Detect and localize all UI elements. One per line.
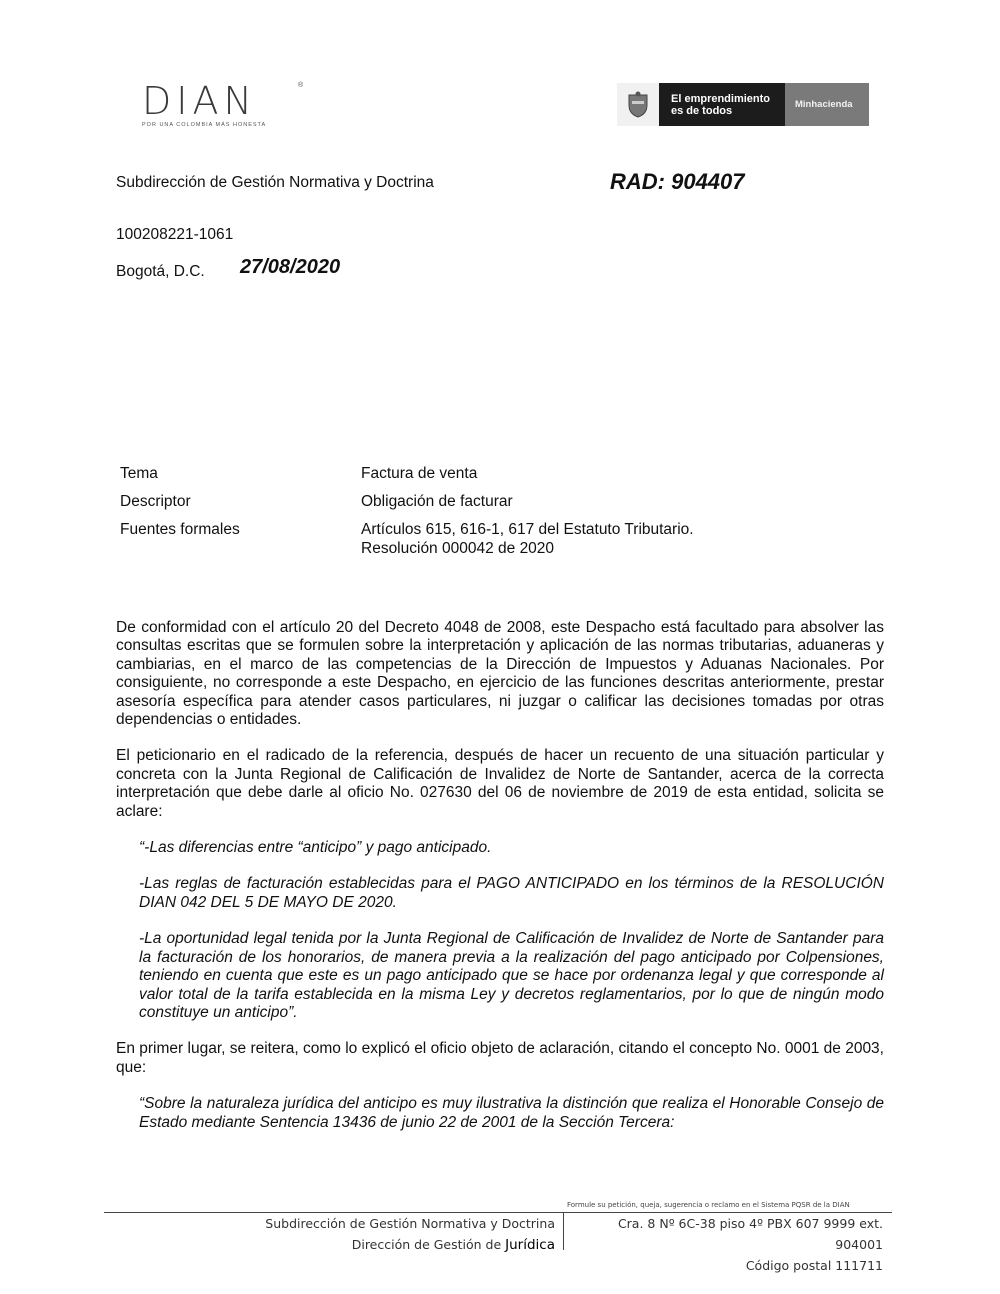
paragraph: En primer lugar, se reitera, como lo explicó el oficio objeto de aclaración, citando el concepto No. 0001 de 2003, que:	[116, 1040, 884, 1076]
footer-note: Formule su petición, queja, sugerencia o reclamo en el Sistema PQSR de la DIAN	[567, 1201, 850, 1209]
meta-key: Fuentes formales	[120, 521, 240, 538]
footer-office-emph: Jurídica	[505, 1237, 555, 1253]
ministry-label: Minhacienda	[785, 83, 869, 126]
quoted-paragraph: -La oportunidad legal tenida por la Junta Regional de Calificación de Invalidez de Norte de Santander para la facturación de los honorarios, de manera previa a la realización del pago anticipado por Colpensiones, teniendo en cuenta que este es un pago anticipado que se hace por ordenanza legal y que corresponde al valor total de la tarifa establecida en la misma Ley y decretos reglamentarios, por lo que de ningún modo constituye un anticipo”.	[139, 930, 884, 1021]
footer-office-line1: Subdirección de Gestión Normativa y Doctrina	[265, 1216, 555, 1231]
meta-key: Descriptor	[120, 493, 191, 510]
gov-slogan-line1: El emprendimiento	[671, 93, 771, 105]
quoted-paragraph: -Las reglas de facturación establecidas para el PAGO ANTICIPADO en los términos de la RESOLUCIÓN DIAN 042 DEL 5 DE MAYO DE 2020.	[139, 875, 884, 911]
meta-value-line1: Artículos 615, 616-1, 617 del Estatuto Tributario.	[361, 521, 694, 538]
gov-slogan	[659, 83, 785, 126]
coat-of-arms-icon	[617, 83, 659, 126]
footer-office	[200, 1213, 555, 1256]
footer-address-line1: Cra. 8 Nº 6C-38 piso 4º PBX 607 9999 ext. 904001	[617, 1216, 883, 1252]
table-row	[120, 464, 880, 492]
dian-logo	[142, 79, 304, 130]
registered-mark: ®	[298, 82, 304, 89]
quoted-paragraph: “Sobre la naturaleza jurídica del anticipo es muy ilustrativa la distinción que realiza el Honorable Consejo de Estado mediante Sentencia 13436 de junio 22 de 2001 de la Sección Tercera:	[139, 1095, 884, 1131]
government-logo	[617, 83, 869, 126]
table-row	[120, 492, 880, 520]
footer-vertical-divider	[563, 1213, 564, 1250]
quoted-paragraph: “-Las diferencias entre “anticipo” y pago anticipado.	[139, 839, 492, 857]
meta-value: Obligación de facturar	[361, 493, 513, 510]
meta-key: Tema	[120, 465, 158, 482]
document-date: 27/08/2020	[240, 256, 341, 278]
paragraph: De conformidad con el artículo 20 del Decreto 4048 de 2008, este Despacho está facultado para absolver las consultas escritas que se formulen sobre la interpretación y aplicación de las normas tributarias, aduaneras y cambiarias, en el marco de las competencias de la Dirección de Impuestos y Aduanas Nacionales. Por consiguiente, no corresponde a este Despacho, en ejercicio de las funciones descritas anteriormente, prestar asesoría específica para atender casos particulares, ni juzgar o calificar las decisiones tomadas por otras dependencias o entidades.	[116, 619, 884, 729]
document-body	[116, 619, 884, 1150]
reference-number: 100208221-1061	[116, 226, 234, 243]
subject-table	[120, 464, 880, 567]
dian-tagline: POR UNA COLOMBIA MÁS HONESTA	[142, 122, 267, 128]
footer-postal-code: Código postal 111711	[745, 1258, 883, 1273]
footer-address	[575, 1213, 883, 1276]
office-title: Subdirección de Gestión Normativa y Doctrina	[116, 174, 434, 191]
radicado-number: RAD: 904407	[610, 169, 745, 194]
city-label: Bogotá, D.C.	[116, 263, 205, 280]
meta-value: Factura de venta	[361, 465, 478, 482]
gov-slogan-line2: es de todos	[671, 105, 733, 117]
table-row	[120, 520, 880, 567]
paragraph: El peticionario en el radicado de la referencia, después de hacer un recuento de una situación particular y concreta con la Junta Regional de Calificación de Invalidez de Norte de Santander, acerca de la correcta interpretación que debe darle al oficio No. 027630 del 06 de noviembre de 2019 de esta entidad, solicita se aclare:	[116, 747, 884, 820]
meta-value	[361, 520, 880, 567]
dian-logo-word: DIAN	[142, 79, 257, 123]
footer-office-prefix: Dirección de Gestión de	[351, 1237, 506, 1252]
meta-value-line2: Resolución 000042 de 2020	[361, 540, 555, 557]
footer-office-line2	[200, 1234, 555, 1256]
